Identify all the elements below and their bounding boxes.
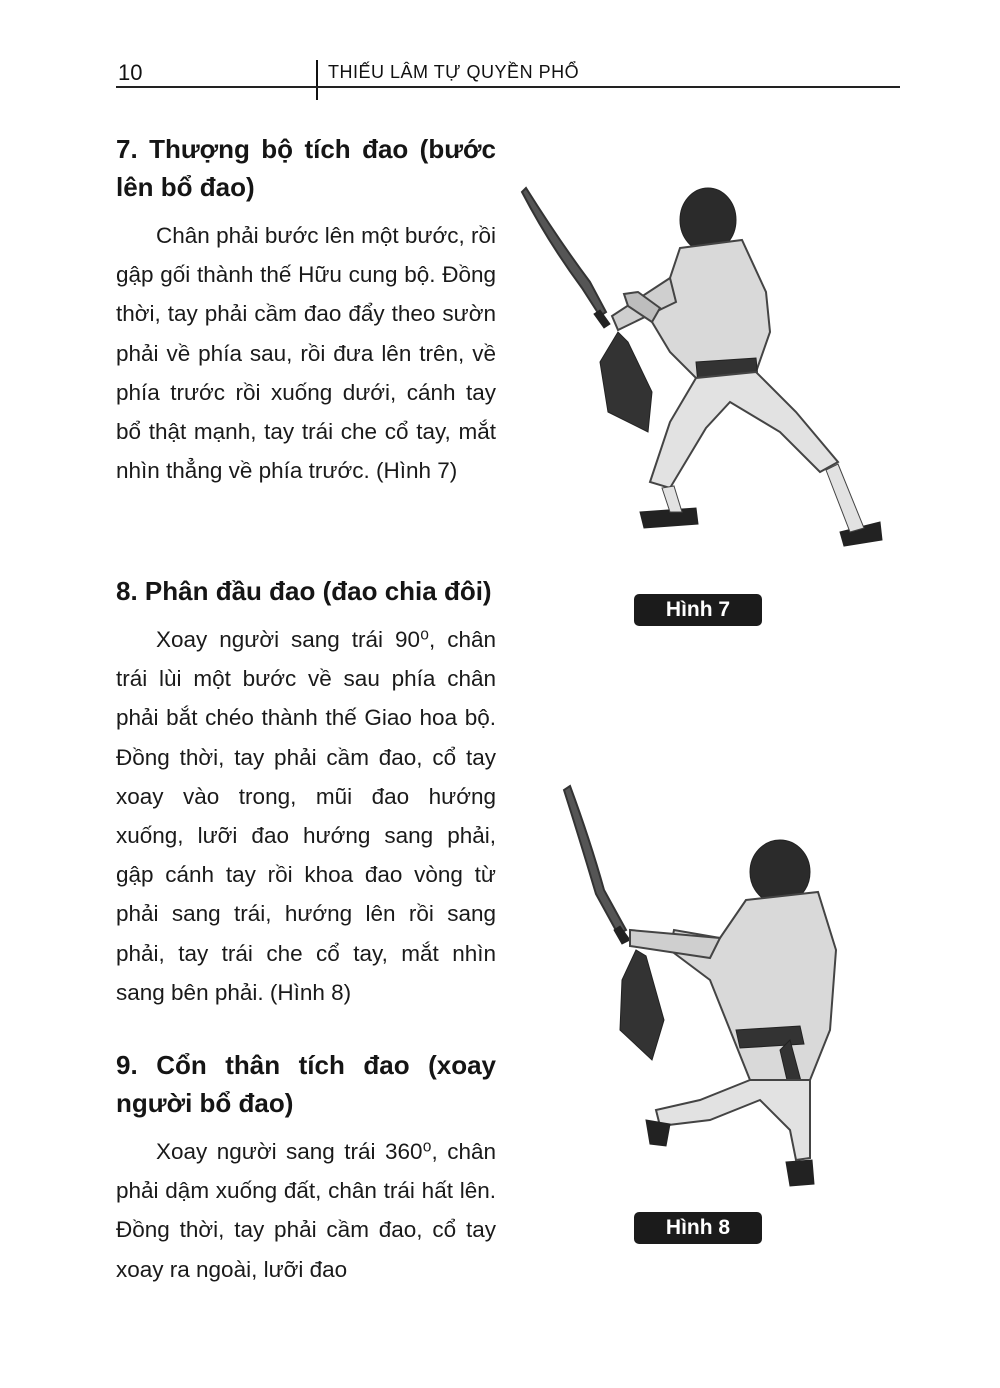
section-body: Chân phải bước lên một bước, rồi gập gối thành thế Hữu cung bộ. Đồng thời, tay phải cầm đao đẩy theo sườn phải về phía sau, rồi đưa lên trên, về phía trước rồi xuống dưới, cánh tay bổ thật mạnh, tay trái che cổ tay, mắt nhìn thẳng về phía trước. (Hình 7) bbox=[116, 223, 496, 484]
running-title: THIẾU LÂM TỰ QUYỀN PHỔ bbox=[328, 62, 580, 82]
section-body: Xoay người sang trái 360⁰, chân phải dậm xuống đất, chân trái hất lên. Đồng thời, tay phải cầm đao, cổ tay xoay ra ngoài, lưỡi đao bbox=[116, 1139, 496, 1282]
figure-8-illustration bbox=[560, 780, 870, 1200]
page-header bbox=[116, 54, 900, 96]
figure-7-illustration bbox=[520, 182, 890, 562]
header-divider bbox=[316, 60, 318, 100]
page-number: 10 bbox=[118, 60, 143, 85]
sword-tassel bbox=[600, 332, 652, 432]
sword-tassel bbox=[620, 950, 664, 1060]
header-rule bbox=[116, 86, 900, 88]
sword-blade bbox=[564, 786, 626, 934]
shoe-left bbox=[646, 1120, 670, 1146]
section-heading: 7. Thượng bộ tích đao (bước lên bổ đao) bbox=[116, 134, 496, 202]
section-8 bbox=[116, 572, 496, 1012]
section-body: Xoay người sang trái 90⁰, chân trái lùi một bước về sau phía chân phải bắt chéo thành thế Giao hoa bộ. Đồng thời, tay phải cầm đao, cổ tay xoay vào trong, mũi đao hướng xuống, lưỡi đao hướng sang phải, gập cánh tay rồi khoa đao vòng từ phải sang trái, hướng lên rồi sang phải, tay trái che cổ tay, mắt nhìn sang bên phải. (Hình 8) bbox=[116, 627, 496, 1005]
shoe-left bbox=[640, 508, 698, 528]
trousers bbox=[650, 372, 838, 488]
section-7 bbox=[116, 130, 496, 490]
section-9 bbox=[116, 1046, 496, 1289]
sword-blade bbox=[522, 188, 606, 316]
trousers bbox=[656, 1080, 810, 1160]
section-heading: 8. Phân đầu đao (đao chia đôi) bbox=[116, 576, 492, 606]
figure-8-caption: Hình 8 bbox=[634, 1212, 762, 1244]
shoe-right bbox=[786, 1160, 814, 1186]
figure-7-caption: Hình 7 bbox=[634, 594, 762, 626]
robe-torso bbox=[670, 892, 836, 1080]
section-heading: 9. Cổn thân tích đao (xoay người bổ đao) bbox=[116, 1050, 496, 1118]
